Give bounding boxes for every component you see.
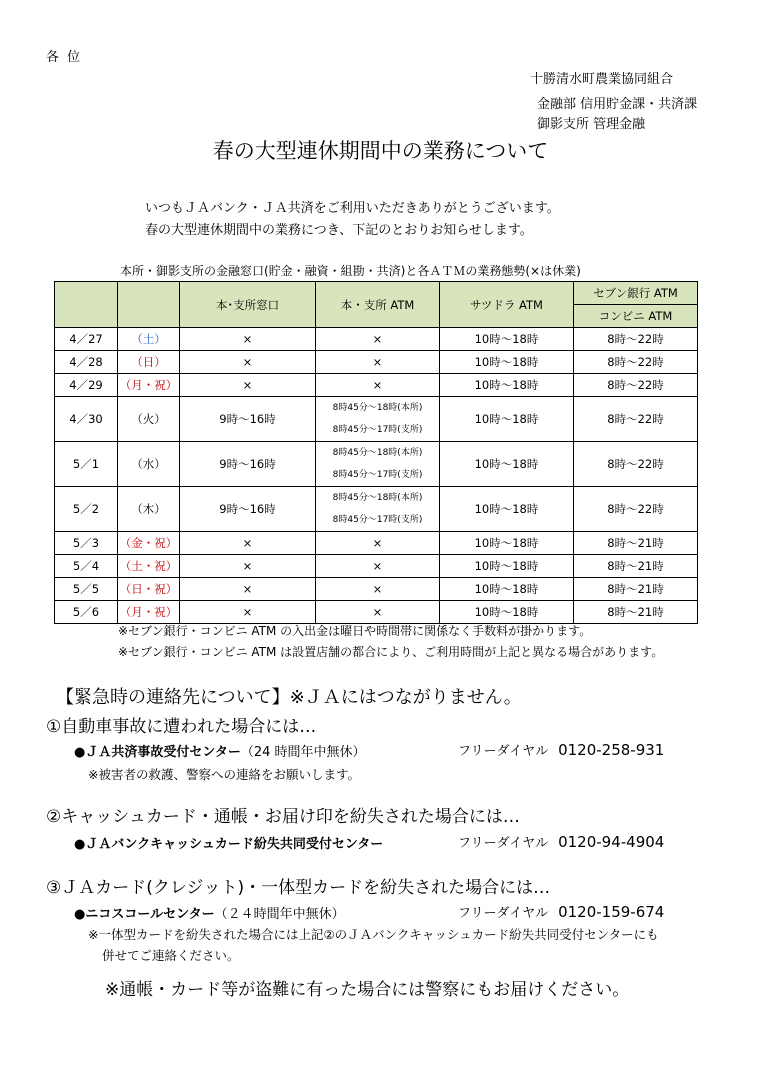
cell-branch-atm <box>316 555 440 578</box>
header-convenience-atm: コンビニ ATM <box>574 305 698 328</box>
phone-cash-card: フリーダイヤル 0120-94-4904 <box>458 833 665 851</box>
cell-day: （金・祝） <box>118 532 180 555</box>
cell-branch-atm <box>316 532 440 555</box>
section-heading-accident: ①自動車事故に遭われた場合には… <box>46 717 317 737</box>
table-row <box>55 555 698 578</box>
atm-hours-line: 8時45分～18時(本所) <box>332 493 423 503</box>
cell-day: （木） <box>118 487 180 532</box>
cell-seven: 8時～22時 <box>574 328 698 351</box>
atm-hours-line: 8時45分～17時(支所) <box>332 515 423 525</box>
table-row <box>55 351 698 374</box>
header-satsudora-atm: サツドラ ATM <box>440 282 574 328</box>
phone-credit-card: フリーダイヤル 0120-159-674 <box>458 903 665 921</box>
cell-seven: 8時～22時 <box>574 487 698 532</box>
cell-day: （月・祝） <box>118 601 180 624</box>
atm-hours-line: × <box>372 378 383 392</box>
cell-satsudora: 10時～18時 <box>440 374 574 397</box>
header-window: 本･支所窓口 <box>180 282 316 328</box>
addressee: 各位 <box>46 50 89 65</box>
credit-card-note-1: ※一体型カードを紛失された場合には上記②のＪＡバンクキャッシュカード紛失共同受付センターにも <box>88 927 659 942</box>
table-row <box>55 328 698 351</box>
greeting-line-1: いつもＪＡバンク・ＪＡ共済をご利用いただきありがとうございます。 <box>145 201 560 216</box>
atm-hours-line: 8時45分～18時(本所) <box>332 403 423 413</box>
table-caption: 本所・御影支所の金融窓口(貯金・融資・組勘・共済)と各ＡＴＭの業務態勢(×は休業) <box>120 264 581 278</box>
atm-hours-line: × <box>372 559 383 573</box>
cell-window: × <box>180 532 316 555</box>
atm-hours-line: × <box>372 536 383 550</box>
cell-branch-atm <box>316 351 440 374</box>
header-date <box>55 282 118 328</box>
cell-satsudora: 10時～18時 <box>440 578 574 601</box>
sender-department: 金融部 信用貯金課・共済課 <box>537 97 698 112</box>
cell-seven: 8時～22時 <box>574 351 698 374</box>
cell-satsudora: 10時～18時 <box>440 555 574 578</box>
section-heading-cash-card: ②キャッシュカード・通帳・お届け印を紛失された場合には… <box>46 807 520 827</box>
cell-window: 9時～16時 <box>180 487 316 532</box>
header-seven-atm: セブン銀行 ATM <box>574 282 698 305</box>
contact-center-cash-card: ●ＪＡバンクキャッシュカード紛失共同受付センター <box>74 837 384 852</box>
cell-satsudora: 10時～18時 <box>440 328 574 351</box>
cell-window: × <box>180 555 316 578</box>
atm-hours-line: 8時45分～17時(支所) <box>332 470 423 480</box>
table-row <box>55 578 698 601</box>
header-branch-atm: 本・支所 ATM <box>316 282 440 328</box>
cell-seven: 8時～22時 <box>574 442 698 487</box>
cell-day: （水） <box>118 442 180 487</box>
cell-date: 4／28 <box>55 351 118 374</box>
cell-branch-atm <box>316 397 440 442</box>
atm-hours-line: 8時45分～18時(本所) <box>332 448 423 458</box>
cell-day: （日・祝） <box>118 578 180 601</box>
contact-center-accident: ●ＪＡ共済事故受付センター（24 時間年中無休） <box>74 745 366 760</box>
cell-branch-atm <box>316 578 440 601</box>
cell-window: × <box>180 601 316 624</box>
sender-branch: 御影支所 管理金融 <box>537 117 646 132</box>
table-row <box>55 374 698 397</box>
cell-satsudora: 10時～18時 <box>440 442 574 487</box>
header-day <box>118 282 180 328</box>
cell-date: 5／2 <box>55 487 118 532</box>
cell-satsudora: 10時～18時 <box>440 351 574 374</box>
atm-hours-line: × <box>372 582 383 596</box>
cell-satsudora: 10時～18時 <box>440 487 574 532</box>
cell-satsudora: 10時～18時 <box>440 601 574 624</box>
cell-seven: 8時～21時 <box>574 578 698 601</box>
table-row <box>55 601 698 624</box>
cell-date: 5／4 <box>55 555 118 578</box>
cell-branch-atm <box>316 328 440 351</box>
cell-date: 4／27 <box>55 328 118 351</box>
table-row <box>55 487 698 532</box>
emergency-title: 【緊急時の連絡先について】※ＪＡにはつながりません。 <box>56 687 522 708</box>
table-note-hours: ※セブン銀行・コンビニ ATM は設置店舗の都合により、ご利用時間が上記と異なる場合があります。 <box>118 645 664 659</box>
cell-satsudora: 10時～18時 <box>440 397 574 442</box>
cell-date: 4／30 <box>55 397 118 442</box>
cell-satsudora: 10時～18時 <box>440 532 574 555</box>
cell-window: × <box>180 374 316 397</box>
cell-date: 4／29 <box>55 374 118 397</box>
cell-date: 5／5 <box>55 578 118 601</box>
cell-window: 9時～16時 <box>180 442 316 487</box>
cell-seven: 8時～22時 <box>574 397 698 442</box>
atm-hours-line: × <box>372 605 383 619</box>
schedule-table <box>54 281 698 624</box>
cell-day: （土） <box>118 328 180 351</box>
table-row <box>55 397 698 442</box>
atm-hours-line: × <box>372 332 383 346</box>
cell-date: 5／3 <box>55 532 118 555</box>
accident-note: ※被害者の救護、警察への連絡をお願いします。 <box>88 767 360 782</box>
cell-day: （土・祝） <box>118 555 180 578</box>
greeting-line-2: 春の大型連休期間中の業務につき、下記のとおりお知らせします。 <box>145 223 533 238</box>
cell-seven: 8時～21時 <box>574 532 698 555</box>
cell-branch-atm <box>316 442 440 487</box>
cell-window: 9時～16時 <box>180 397 316 442</box>
cell-day: （月・祝） <box>118 374 180 397</box>
sender-organization: 十勝清水町農業協同組合 <box>530 72 674 87</box>
final-note: ※通帳・カード等が盗難に有った場合には警察にもお届けください。 <box>105 980 630 1000</box>
cell-date: 5／6 <box>55 601 118 624</box>
cell-window: × <box>180 328 316 351</box>
table-note-fee: ※セブン銀行・コンビニ ATM の入出金は曜日や時間帯に関係なく手数料が掛かります。 <box>118 624 592 638</box>
cell-window: × <box>180 578 316 601</box>
section-heading-credit-card: ③ＪＡカード(クレジット)・一体型カードを紛失された場合には… <box>46 878 551 898</box>
contact-center-credit-card: ●ニコスコールセンター（２４時間年中無休） <box>74 907 345 922</box>
cell-seven: 8時～21時 <box>574 555 698 578</box>
document-title: 春の大型連休期間中の業務について <box>212 139 549 163</box>
atm-hours-line: × <box>372 355 383 369</box>
phone-accident: フリーダイヤル 0120-258-931 <box>458 741 665 759</box>
cell-branch-atm <box>316 487 440 532</box>
cell-seven: 8時～21時 <box>574 601 698 624</box>
cell-day: （火） <box>118 397 180 442</box>
cell-date: 5／1 <box>55 442 118 487</box>
cell-branch-atm <box>316 374 440 397</box>
atm-hours-line: 8時45分～17時(支所) <box>332 425 423 435</box>
cell-window: × <box>180 351 316 374</box>
table-row <box>55 442 698 487</box>
table-row <box>55 532 698 555</box>
cell-branch-atm <box>316 601 440 624</box>
cell-day: （日） <box>118 351 180 374</box>
cell-seven: 8時～22時 <box>574 374 698 397</box>
credit-card-note-2: 併せてご連絡ください。 <box>102 948 240 963</box>
